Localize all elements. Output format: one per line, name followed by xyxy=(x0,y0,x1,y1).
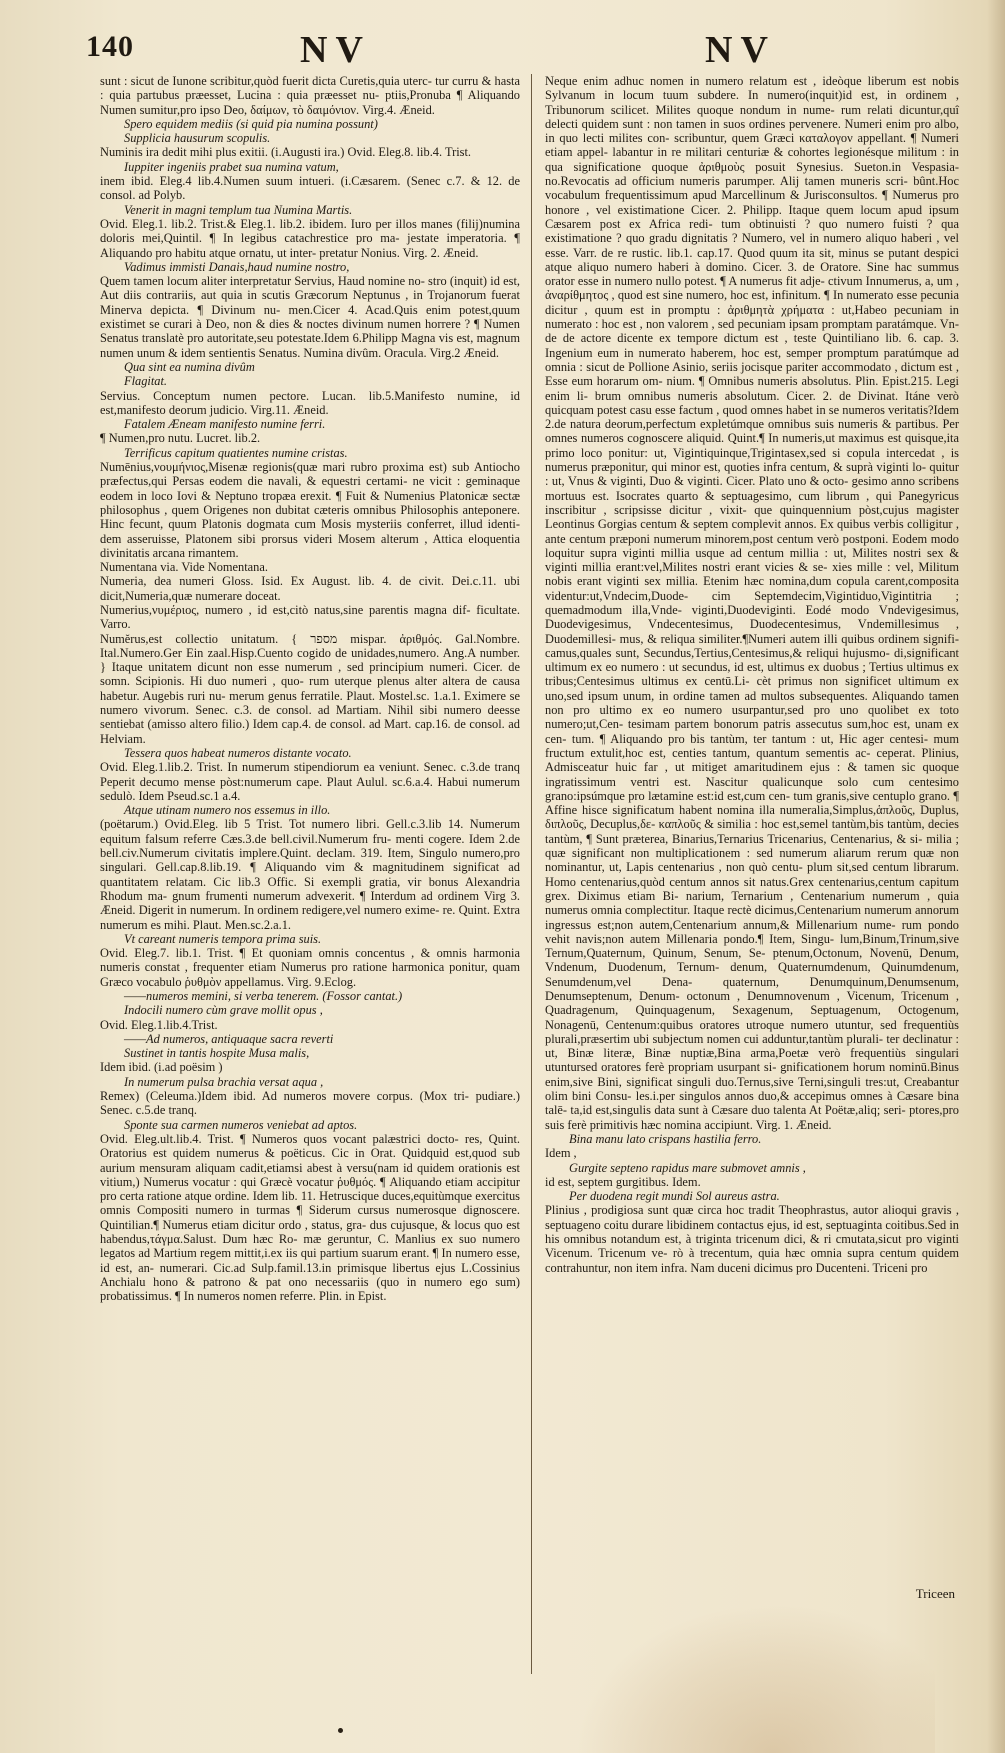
paragraph: Remex) (Celeuma.)Idem ibid. Ad numeros movere corpus. (Mox tri- pudiare.) Senec. c.5.de tranq. xyxy=(100,1089,520,1118)
paragraph: Ovid. Eleg.1. lib.2. Trist.& Eleg.1. lib.2. ibidem. Iuro per illos manes (filij)numina doloris mei,Quintil. ¶ In legibus catachrestice pro ma- jestate imperatoria. ¶ Aliquando pro habitu atque ornatu, ut inter- pretatur Nonius. Virg. 2. Æneid. xyxy=(100,216,520,260)
paragraph: Ovid. Eleg.7. lib.1. Trist. ¶ Et quoniam omnis concentus , & omnis harmonia numeris constat , frequenter etiam Numerus pro ratione harmonica ponitur, quam Græco vocabulo ῥυθμὸν appellamus. Virg. 9.Eclog. xyxy=(100,946,520,989)
paragraph: Plinius , prodigiosa sunt quæ circa hoc tradit Theophrastus, autor alioqui gravis , septuageno coitu durare libidinem contactus ejus, id est, septuaginta coitibus.Sed in his omnibus notandum est, à triginta tricenum dici, & ri cmutata,sicut pro viginti Vicenum. Tricenum ve- rò à trecentum, quia hæc omnia supra centum quidem contrahuntur, non item infra. Nam duceni dicimus pro Ducenteni. Triceni pro xyxy=(545,1203,959,1275)
paragraph: Ovid. Eleg.1.lib.2. Trist. In numerum stipendiorum ea veniunt. Senec. c.3.de tranq Peperit decumo mense pòst:numerum cape. Plaut Aulul. sc.6.a.4. Habui numerum sedulò. Idem Pseud.sc.1 a.4. xyxy=(100,760,520,803)
verse-line: Flagitat. xyxy=(124,374,168,389)
page-number: 140 xyxy=(86,30,134,63)
paragraph: sunt : sicut de Iunone scribitur,quòd fuerit dicta Curetis,quia uterc- tur curru & hasta : quia partubus præesset, Lucina : quia præesset nu- ptiis,Pronuba ¶ Aliquando Numen sumitur,pro ipso Deo, δαίμων, τὸ δαιμόνιον. Virg.4. Æneid. xyxy=(100,74,520,117)
verse-line: Bina manu lato crispans hastilia ferro. xyxy=(569,1131,762,1146)
verse-line: Qua sint ea numina divûm xyxy=(124,359,255,374)
verse-line: Sponte sua carmen numeros veniebat ad aptos. xyxy=(124,1117,358,1132)
verse-line: Supplicia hausurum scopulis. xyxy=(124,131,271,146)
paragraph: Quem tamen locum aliter interpretatur Servius, Haud nomine no- stro (inquit) id est, Aut diis contrariis, aut quia in scutis Græcorum Neptunus , in Trojanorum fuerat Minerva depicta. ¶ Divinum nu- men.Cicer 4. Acad.Quis enim potest,quum existimet se curari à Deo, non & dies & noctes divinum numen horrere ? ¶ Numen Senatus translatè pro autoritate,seu potestate.Idem 6.Philipp Magna vis est, magnum numen unum & idem sentientis Senatus. Numina divûm. Oracula. Virg.2 Æneid. xyxy=(100,274,520,360)
verse-line: ——Ad numeros, antiquaque sacra reverti xyxy=(124,1031,334,1046)
paragraph: Idem ibid. (i.ad poësim ) xyxy=(100,1060,223,1075)
entry-numentana: Numentana via. Vide Nomentana. xyxy=(100,560,268,575)
paragraph: Ovid. Eleg.1.lib.4.Trist. xyxy=(100,1017,218,1032)
running-head-left: NV xyxy=(300,29,371,71)
verse-line: Vadimus immisti Danais,haud numine nostro, xyxy=(124,259,350,274)
verse-line: Per duodena regit mundi Sol aureus astra. xyxy=(569,1189,780,1204)
verse-line: Sustinet in tantis hospite Musa malis, xyxy=(124,1046,310,1061)
paragraph: id est, septem gurgitibus. Idem. xyxy=(545,1174,701,1189)
paragraph: (poëtarum.) Ovid.Eleg. lib 5 Trist. Tot numero libri. Gell.c.3.lib 14. Numerum equitum falsum referre Cæs.3.de bell.civil.Numerum fru- menti cogere. Idem 2.de bell.civ.Numerum civitatis implere.Quint. declam. 319. Item, Singulo numero,pro singulari. Gell.cap.8.lib.19. ¶ Aliquando vim & magnitudinem significat ad quantitatem relatam. Cic lib.3 Offic. Si exempli gratia, vir bonus Alexandria Rhodum ma- gnum frumenti numerum advexerit. ¶ Interdum ad ordinem Virg 3. Æneid. Digerit in numerum. In ordinem redigere,vel numero exime- re. Quint. Extra numerum es mihi. Plaut. Men.sc.2.a.1. xyxy=(100,817,520,932)
verse-line: Vt careant numeris tempora prima suis. xyxy=(124,931,322,946)
entry-numeria: Numeria, dea numeri Gloss. Isid. Ex August. lib. 4. de civit. Dei.c.11. ubi dicit,Numeria,quæ numerare doceat. xyxy=(100,574,520,603)
verse-line: Venerit in magni templum tua Numina Martis. xyxy=(124,202,353,217)
verse-line: Iuppiter ingeniis prabet sua numina vatum, xyxy=(124,159,339,174)
verse-line: ——numeros memini, si verba tenerem. (Fossor cantat.) xyxy=(124,989,403,1003)
paragraph: Neque enim adhuc nomen in numero relatum est , ideòque liberum est nobis Sylvanum in locum tuum subdere. In numero(inquit)id est, in ordinem , Tribunorum scilicet. Milites quoque nondum in nume- rum relati dicuntur,quî delecti quidem sunt : non tamen in suos ordines pervenere. Numeri enim pro albo, in quo lecti milites con- scribuntur, quem Græci καταλογον appellant. ¶ Numeri etiam appel- labantur in re militari centuriæ & cohortes legionésque militum : in qua significatione quoque ἀριθμοὺς posuit Synesius. Sueton.in Vespasia- no.Revocatis ad officium numeris parumper. Alij tamen muneris scri- bûnt.Hoc vocabulum frequentissimum apud Marcellinum & Jurisconsultos. ¶ Numerus pro honore , vel existimatione Cicer. 2. Philipp. Itaque quem locum apud ipsum Cæsarem post ex Africa redi- tum obtinuisti ? quo numero fuisti ? qua existimatione ? quo gradu dignitatis ? Numero, vel in numero aliquo haberi , vel esse. Varr. de re rustic. lib.1. cap.17. Quod quum ita sit, minus se putant despici atque aliquo numero haberi à domino. Cicer. 3. de Oratore. Sine hac summus orator esse in numero nullo potest. ¶ A numerus fit adje- ctivum Innumerus, a, um , ἀναρίθμητος , quod est sine numero, hoc est, infinitum. ¶ In numerato esse pecunia dicitur , quum est in promptu : ἀριθμητὰ χρήματα : ut,Habeo pecuniam in numerato : hoc est , non valorem , sed pecuniam ipsam promptam paratámque. Vn- de de actore dicente ex tempore dictum est , teste Quintiliano lib. 6. cap. 3. Ingenium eum in numerato haberem, hoc est, semper promptum paratúmque ad omnia : sicut de Pollione Asinio, seriis jocisque pariter accommodato , dictum est , Esse eum horarum om- nium. ¶ Omnibus numeris absolutus. Plin. Epist.215. Legi enim li- brum omnibus numeris absolutum. Cicer. 2. de Divinat. Itáne verò quicquam potest casu esse factum , quod omnes habet in se numeros veritatis?Idem 2.de natura deorum,perfectum expletúmque omnibus suis numeris & partibus. Per omnes numeros cognoscere aliquid. Quint.¶ In numeris,ut maximus est quisque,ita primo loco ponitur: ut, Vigintiquinque,Trigintasex,sed si copula intercedat , is numerus præponitur, qui minor est, quoties infra centum, & suprà viginti lo- quitur : ut, Vnus & viginti, Duo & viginti. Cicer. Plato uno & octo- gesimo anno scribens mortuus est. Isocrates quarto & septuagesimo, cum librum , qui Panegyricus inscribitur , scripsisse dicitur , vixit- que quinquennium pòst,cujus magister Leontinus Gorgias centum & septem complevit annos. Ex quibus verbis colligitur , ante centum præponi numerum minorem,post centum verò postponi. Eodem modo loquitur supra viginti millia usque ad centum millia : ut, Milites nostri sex & viginti millia erant:vel,Milites nostri erant vicies & se- xies mille : vel, Militum nobis erant viginti sex millia. Etenim hæc nomina,dum copula carent,composita videntur:ut,Vndecim,Duode- cim Septemdecim,Vigintiduo,Vigintitria ; quemadmodum illa,Vnde- viginti,Duodeviginti. Eodé modo Vndevigesimus, Duodevigesimus, Vndecentesimus, Duodecentesimus, Vndemillesimus , Duodemillesi- mus, & reliqua similiter.¶Numeri autem illi quibus ordinem signifi- camus,quales sunt, Secundus,Tertius,Centesimus,& reliqui hujusmo- di,significant ultimum ex eo numero : ut secundus, id est, ultimus ex duobus ; Tertius ultimus ex tribus;Centesimus ultimus ex centū.Li- cèt primus non significet ultimum ex uno,sed ipsum unum, in ordine tamen ad multos subsequentes. Aliquando tamen non pro ultimo ex eo numero usurpantur,sed pro uno quolibet ex toto numero;ut,Cen- tesimam partem bonorum patris assecutus sum,hoc est, unam ex cen- tum. ¶ Aliquando pro bis tantùm, ter tantum : ut, Hic ager centesi- mum fructum extulit,hoc est, centies tantum, quantum sementis ac- ceperat. Plinius, Admisceatur huic far , ut mitiget amaritudinem ejus : & tamen sic quoque ingratissimum ventri est. Nascitur qualicunque solo cum centesimo grano:ipsúmque pro lætamine est:id est,cum cen- tum granis,sive centuplo grano. ¶ Affine hisce significatum habent nomina illa numeralia,Simplus,ἁπλοῦς, Duplus, διπλοῦς, Decuplus,δε- καπλοῦς & similia : hoc est,semel tantùm,bis tantùm, decies tantùm, ¶ Sunt præterea, Binarius,Ternarius Tricenarius, Centenarius, & si- milia ; quæ significant non multiplicationem : sed numerum aliarum rerum quæ non nominantur, ut, Lapis centenarius , non quò centu- plum sit,sed centum librarum. Homo centenarius,quòd centum annos sit natus.Grex centenarius,centum capitum grex. Diximus etiam Bi- narium, Ternarium , Centenarium numerum , quia numerus omnia complectitur. Itaque rectè dicimus,Centenarium numerum annorum ingressus est;non autem,Centenarium annum,& Millenarium nume- rum pondo vehit navis;non autem Millenaria pondo.¶ Item, Singu- lum,Binum,Trinum,sive Ternum,Quaternum, Quinum, Senum, Se- ptenum,Octonum, Novenū, Denum, Vndenum, Duodenum, Ternum- denum, Quaternumdenum, Quinumdenum, Senumdenum,vel Dena- quaternum, Denumquinum,Denumsenum, Denumseptenum, Denum- octonum , Denumnovenum , Vicenum, Tricenum , Quadragenum, Quinquagenum, Sexagenum, Septuagenum, Octogenum, Nonagenū, Centenum:quibus oratores utroque numero utuntur, sed frequentiùs plurali,præsertim ubi subjectum nomen cui adduntur,tantùm plurali- ter declinatur : ut, Binæ literæ, Binæ nuptiæ,Bina arma,Poetæ verò frequentiùs singulari utuntursed oratores ferè propriam usurpant si- gnificationem horum nominū.Binus enim,sive Bini, significat singuli duo.Ternus,sive Terni,singuli tres:ut, Creabantur olim bini Consu- les.i.per singulos annos duo,& accepimus omnes à Cæsare bina talē- ta,id est,singulis data sunt à Cæsare duo talenta At Poëtæ,aliq; seri- ptores,pro suis ferè primitivis hæc nomina accipiunt. Virg. 1. Æneid. xyxy=(545,74,959,1132)
water-stain xyxy=(575,1603,935,1753)
verse-line: Fatalem Æneam manifesto numine ferri. xyxy=(124,417,326,432)
verse-line: Tessera quos habeat numeros distante vocato. xyxy=(124,745,352,760)
right-column xyxy=(545,74,959,1275)
paragraph: inem ibid. Eleg.4 lib.4.Numen suum intueri. (i.Cæsarem. (Senec c.7. & 12. de consol. ad Polyb. xyxy=(100,174,520,203)
paragraph: Servius. Conceptum numen pectore. Lucan. lib.5.Manifesto numine, id est,manifesto deorum judicio. Virg.11. Æneid. xyxy=(100,388,520,417)
paragraph: ¶ Numen,pro nutu. Lucret. lib.2. xyxy=(100,431,261,446)
catchword: Triceen xyxy=(915,1586,955,1601)
paragraph: Idem , xyxy=(545,1146,577,1161)
verse-line: Atque utinam numero nos essemus in illo. xyxy=(124,803,331,818)
entry-numerus: Numĕrus,est collectio unitatum. { מספר mispar. ἀριθμός. Gal.Nombre. Ital.Numero.Ger Ein zaal.Hisp.Cuento cogido de unidades,numero. Ang.A number. } Itaque unitatem dicunt non esse numerum , sed principium numeri. Cicer. de somn. Scipionis. Hi duo numeri , quo- rum uterque plenus alter altera de causa habetur. Augebis ruri nu- merum genus ferratile. Plaut. Mostel.sc. 1.a.1. Eximere se numero vivorum. Senec. c.3. de consol. ad Martiam. Nihil sibi numero deesse sentiebat (amisso altero filio.) Idem cap.4. de consol. ad Mart. cap.16. de consol. ad Helviam. xyxy=(100,631,520,746)
running-head-right: NV xyxy=(705,29,776,71)
ink-dot xyxy=(338,1728,343,1733)
paragraph: Numinis ira dedit mihi plus exitii. (i.Augusti ira.) Ovid. Eleg.8. lib.4. Trist. xyxy=(100,145,472,160)
verse-line: Spero equidem mediis (si quid pia numina possunt) xyxy=(124,116,378,131)
paragraph: Ovid. Eleg.ult.lib.4. Trist. ¶ Numeros quos vocant palæstrici docto- res, Quint. Oratorius est quidem numerus & poëticus. Cic in Orat. Quidquid est,quod sub aurium mensuram aliquam cadit,etiamsi abest à versu(nam id quidem orationis est vitium,) Numerus vocatur : qui Græcè vocatur ῥυθμός. ¶ Aliquando etiam accipitur pro certa ratione atque ordine. Idem lib. 11. Hetruscique duces,equitùmque exercitus omnis Compositi numero in turmas ¶ Siderum cursus numerosque dignoscere. Quintilian.¶ Numerus etiam dicitur ordo , status, gra- dus cujusque, & locus quo est habendus,τάγμα.Salust. Dum hæc Ro- mæ geruntur, C. Manlius ex suo numero legatos ad Martium regem mittit,i.ex iis qui partium suarum erant. ¶ In numero esse, id est, an- numerari. Cic.ad Sulp.famil.13.in primisque libertus ejus L.Cossinius Anchialu hono & patrono & pat ono necessariis (quo in numero ego sum) probatissimus. ¶ In numeros nomen referre. Plin. in Epist. xyxy=(100,1131,520,1304)
entry-numenius: Numēnius,νουμήνιος,Misenæ regionis(quæ mari rubro proxima est) sub Antiocho præfectus,qui Persas eodem die navali, & equestri certami- ne vicit : geminaque eodem in loco Iovi & Neptuno tropæa erexit. ¶ Fuit & Numenius Platonicæ sectæ philosophus , quem Origenes non dubitat cæteris omnibus Philosophis anteponere. Hinc fecunt, quum Platonis dogmata cum Mosis mysteriis conferret, illud identi- dem asseruisse, Platonem sibi prorsus videri Mosem alterum , Attica eloquentia divinitatis arcana rimantem. xyxy=(100,460,520,560)
verse-line: Indocili numero cùm grave mollit opus , xyxy=(124,1003,323,1018)
left-column xyxy=(100,74,520,1304)
verse-line: Gurgite septeno rapidus mare submovet amnis , xyxy=(569,1160,806,1175)
verse-line: In numerum pulsa brachia versat aqua , xyxy=(124,1074,324,1089)
verse-line: Terrificus capitum quatientes numine cristas. xyxy=(124,445,348,460)
entry-numerius: Numerius,νυμέριος, numero , id est,citò natus,sine parentis magna dif- ficultate. Varro. xyxy=(100,602,520,632)
